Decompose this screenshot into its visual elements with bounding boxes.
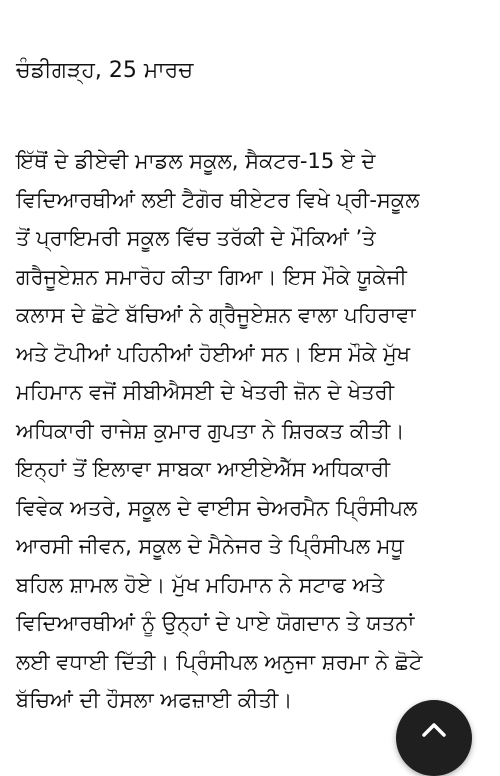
article-line: ਲਈ ਵਧਾਈ ਦਿੱਤੀ। ਪ੍ਰਿੰਸੀਪਲ ਅਨੁਜਾ ਸ਼ਰਮਾ ਨੇ ਛੋਟੇ — [16, 649, 423, 674]
article-line: ਵਿਦਿਆਰਥੀਆਂ ਲਈ ਟੈਗੋਰ ਥੀਏਟਰ ਵਿਖੇ ਪ੍ਰੀ-ਸਕੂਲ — [16, 187, 420, 212]
article-line: ਆਰਸੀ ਜੀਵਨ, ਸਕੂਲ ਦੇ ਮੈਨੇਜਰ ਤੇ ਪ੍ਰਿੰਸੀਪਲ ਮਧੂ — [16, 534, 404, 558]
article-line: ਅਤੇ ਟੋਪੀਆਂ ਪਹਿਨੀਆਂ ਹੋਈਆਂ ਸਨ। ਇਸ ਮੌਕੇ ਮੁੱਖ — [16, 341, 411, 366]
article-line: ਮਹਿਮਾਨ ਵਜੋਂ ਸੀਬੀਐਸਈ ਦੇ ਖੇਤਰੀ ਜ਼ੋਨ ਦੇ ਖੇਤਰੀ — [16, 380, 395, 404]
article-line: ਬੱਚਿਆਂ ਦੀ ਹੌਸਲਾ ਅਫਜ਼ਾਈ ਕੀਤੀ। — [16, 688, 293, 712]
article-line: ਅਧਿਕਾਰੀ ਰਾਜੇਸ਼ ਕੁਮਾਰ ਗੁਪਤਾ ਨੇ ਸ਼ਿਰਕਤ ਕੀਤੀ। — [16, 418, 405, 443]
article-line: ਤੋਂ ਪ੍ਰਾਇਮਰੀ ਸਕੂਲ ਵਿੱਚ ਤਰੱਕੀ ਦੇ ਮੌਕਿਆਂ ’ਤੇ — [16, 226, 376, 250]
article-line: ਇਨ੍ਹਾਂ ਤੋਂ ਇਲਾਵਾ ਸਾਬਕਾ ਆਈਏਐੱਸ ਅਧਿਕਾਰੀ — [16, 457, 391, 481]
article-body — [16, 142, 486, 720]
scroll-to-top-button[interactable] — [396, 700, 472, 776]
article-line: ਕਲਾਸ ਦੇ ਛੋਟੇ ਬੱਚਿਆਂ ਨੇ ਗ੍ਰੈਜੂਏਸ਼ਨ ਵਾਲਾ ਪਹਿਰਾਵਾ — [16, 303, 416, 327]
article-line: ਵਿਵੇਕ ਅਤਰੇ, ਸਕੂਲ ਦੇ ਵਾਈਸ ਚੇਅਰਮੈਨ ਪ੍ਰਿੰਸੀਪਲ — [16, 495, 418, 520]
article-line: ਗਰੈਜੂਏਸ਼ਨ ਸਮਾਰੋਹ ਕੀਤਾ ਗਿਆ। ਇਸ ਮੌਕੇ ਯੂਕੇਜੀ — [16, 264, 407, 289]
chevron-up-icon — [420, 720, 448, 740]
article-line: ਇੱਥੋਂ ਦੇ ਡੀਏਵੀ ਮਾਡਲ ਸਕੂਲ, ਸੈਕਟਰ-15 ਏ ਦੇ — [16, 149, 376, 173]
article-line: ਵਿਦਿਆਰਥੀਆਂ ਨੂੰ ਉਨ੍ਹਾਂ ਦੇ ਪਾਏ ਯੋਗਦਾਨ ਤੇ ਯਤਨਾਂ — [16, 611, 415, 635]
article-line: ਬਹਿਲ ਸ਼ਾਮਲ ਹੋਏ। ਮੁੱਖ ਮਹਿਮਾਨ ਨੇ ਸਟਾਫ ਅਤੇ — [16, 572, 385, 597]
dateline: ਚੰਡੀਗੜ੍ਹ, 25 ਮਾਰਚ — [16, 58, 194, 83]
